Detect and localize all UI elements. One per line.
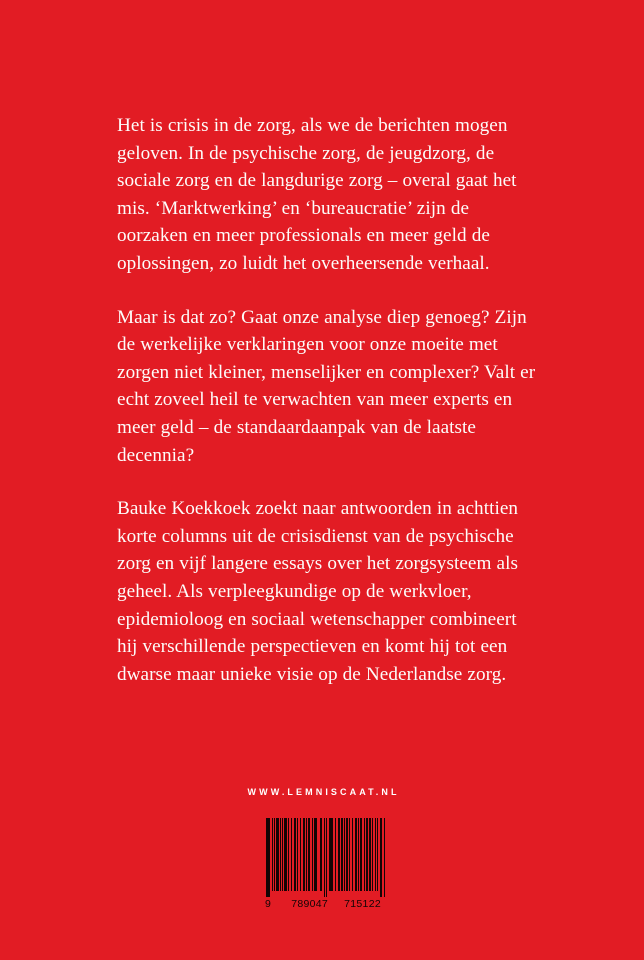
barcode-right-group: 715122: [344, 898, 381, 910]
barcode-left-group: 789047: [291, 898, 329, 910]
blurb-paragraph-2: Maar is dat zo? Gaat onze analyse diep genoeg? Zijn de werkelijke verklaringen voor onze moeite met zorgen niet kleiner, menselijker en complexer? Valt er echt zoveel heil te verwachten van meer experts en meer geld – de standaardaanpak van de laatste decennia?: [117, 306, 536, 466]
isbn-barcode: [266, 818, 386, 910]
barcode-bars: [266, 818, 386, 897]
blurb-paragraph-1: Het is crisis in de zorg, als we de berichten mogen geloven. In de psychische zorg, de jeugdzorg, de sociale zorg en de langdurige zorg – overal gaat het mis. ‘Marktwerking’ en ‘bureaucratie’ zijn de oorzaken en meer professionals en meer geld de oplossingen, zo luidt het overheersende verhaal.: [117, 115, 517, 274]
barcode-lead-digit: 9: [265, 898, 272, 910]
publisher-website-url: WWW.LEMNISCAAT.NL: [247, 787, 400, 797]
barcode-digits: [266, 898, 386, 910]
blurb-paragraph-3: Bauke Koekkoek zoekt naar antwoorden in achttien korte columns uit de crisisdienst van de psychische zorg en vijf langere essays over het zorgsysteem als geheel. Als verpleegkundige op de werkvloer, epidemioloog en sociaal wetenschapper combineert hij verschillende perspectieven en komt hij tot een dwarse maar unieke visie op de Nederlandse zorg.: [117, 498, 519, 685]
blurb-text-block: [117, 112, 537, 688]
